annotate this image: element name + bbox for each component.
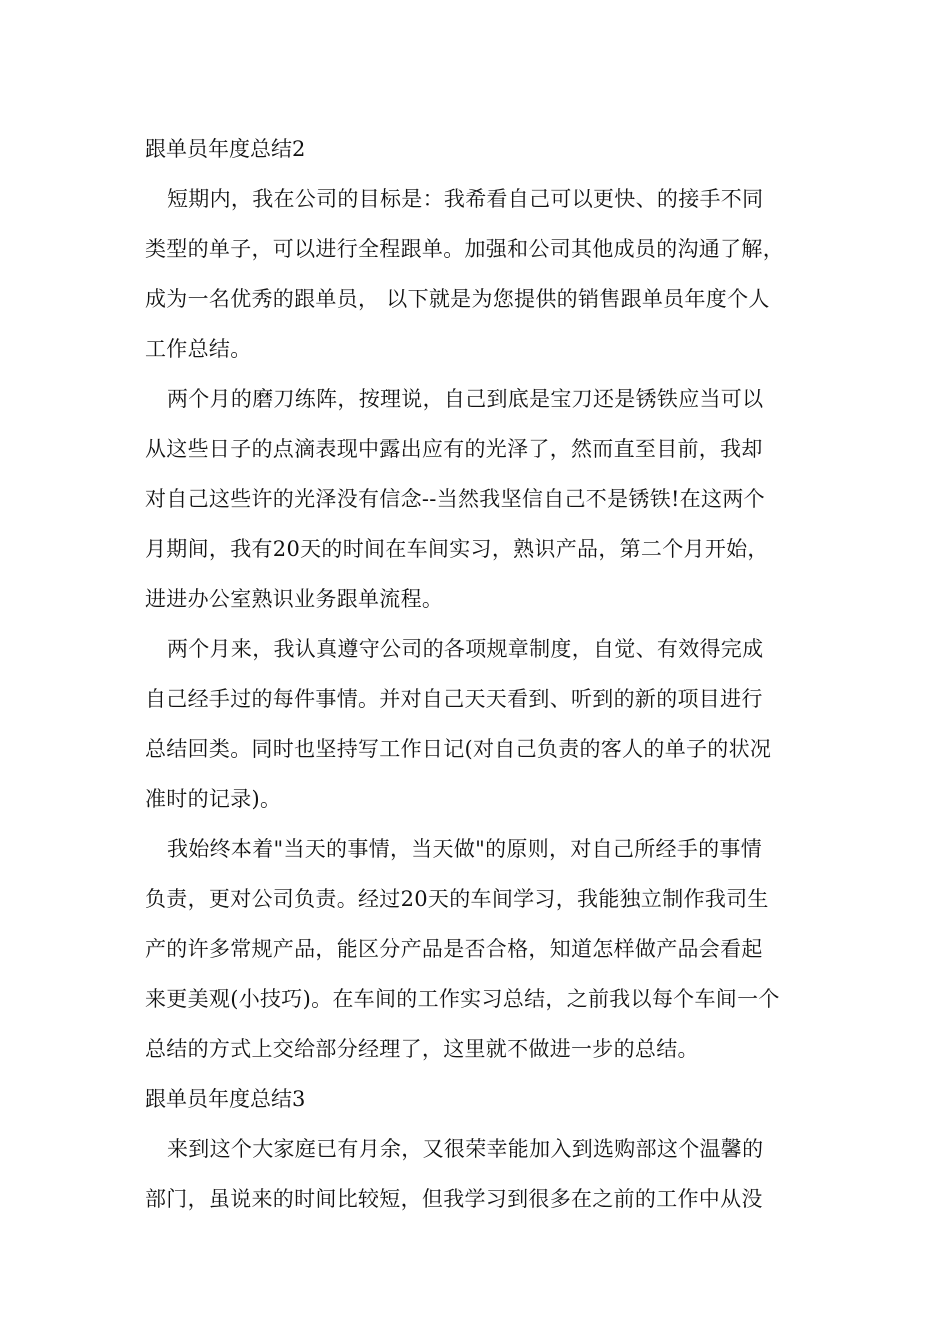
- paragraph-line: 两个月来，我认真遵守公司的各项规章制度，自觉、有效得完成: [167, 637, 764, 661]
- paragraph-line: 准时的记录)。: [145, 787, 282, 811]
- paragraph-line: 工作总结。: [145, 337, 252, 361]
- paragraph-line: 我始终本着"当天的事情，当天做"的原则，对自己所经手的事情: [167, 837, 763, 861]
- paragraph-line: 月期间，我有20天的时间在车间实习，熟识产品，第二个月开始，: [145, 537, 769, 561]
- paragraph-line: 负责，更对公司负责。经过20天的车间学习，我能独立制作我司生: [145, 887, 769, 911]
- paragraph-line: 部门，虽说来的时间比较短，但我学习到很多在之前的工作中从没: [145, 1187, 763, 1211]
- paragraph: [145, 174, 810, 374]
- paragraph-line: 产的许多常规产品，能区分产品是否合格，知道怎样做产品会看起: [145, 937, 763, 961]
- paragraph: [145, 824, 810, 1074]
- paragraph: [145, 1124, 810, 1224]
- paragraph-line: 自己经手过的每件事情。并对自己天天看到、听到的新的项目进行: [145, 687, 763, 711]
- paragraph: [145, 624, 810, 824]
- paragraph-line: 类型的单子，可以进行全程跟单。加强和公司其他成员的沟通了解，: [145, 237, 784, 261]
- paragraph-line: 进进办公室熟识业务跟单流程。: [145, 587, 444, 611]
- section-heading: 跟单员年度总结3: [145, 1087, 306, 1111]
- paragraph-line: 两个月的磨刀练阵，按理说，自己到底是宝刀还是锈铁应当可以: [167, 387, 764, 411]
- paragraph-line: 从这些日子的点滴表现中露出应有的光泽了，然而直至目前，我却: [145, 437, 763, 461]
- paragraph: [145, 374, 810, 624]
- section-heading: 跟单员年度总结2: [145, 137, 306, 161]
- document-body: [145, 124, 810, 1224]
- paragraph-line: 短期内，我在公司的目标是：我希看自己可以更快、的接手不同: [167, 187, 764, 211]
- paragraph-line: 对自己这些许的光泽没有信念--当然我坚信自己不是锈铁!在这两个: [145, 487, 765, 511]
- paragraph-line: 总结的方式上交给部分经理了，这里就不做进一步的总结。: [145, 1037, 699, 1061]
- paragraph-line: 来更美观(小技巧)。在车间的工作实习总结，之前我以每个车间一个: [145, 987, 780, 1011]
- paragraph-line: 来到这个大家庭已有月余，又很荣幸能加入到选购部这个温馨的: [167, 1137, 764, 1161]
- paragraph-line: 成为一名优秀的跟单员， 以下就是为您提供的销售跟单员年度个人: [145, 287, 770, 311]
- paragraph-line: 总结回类。同时也坚持写工作日记(对自己负责的客人的单子的状况: [145, 737, 772, 761]
